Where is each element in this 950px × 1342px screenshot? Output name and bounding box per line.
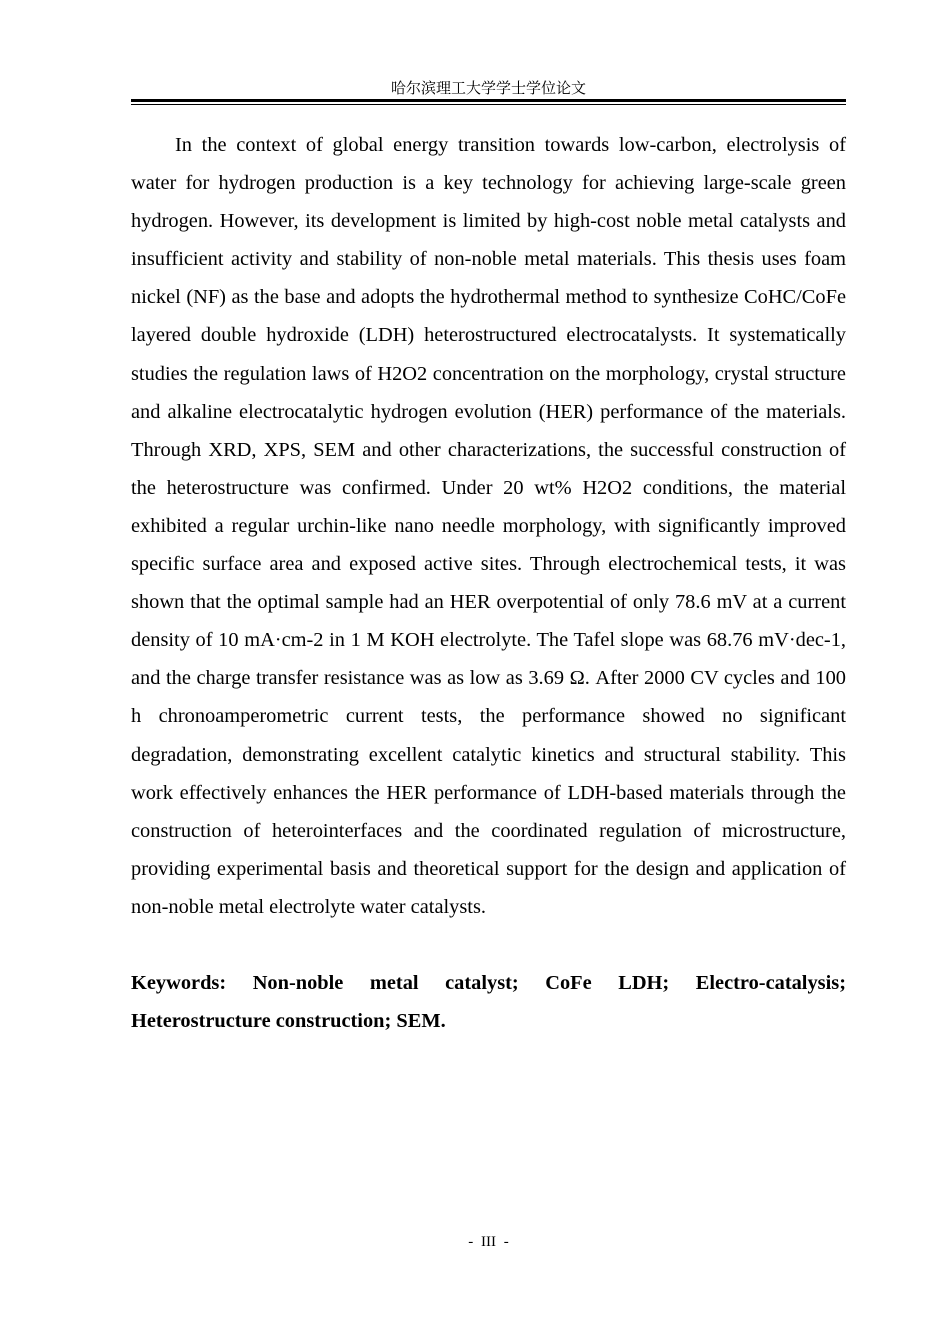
running-header: 哈尔滨理工大学学士学位论文	[390, 79, 586, 97]
page-number: - III -	[468, 1234, 509, 1250]
abstract-paragraph: In the context of global energy transition towards low-carbon, electrolysis of water for hydrogen production is a key technology for achieving large-scale green hydrogen. However, its development is limited by high-cost noble metal catalysts and insufficient activity and stability of non-noble metal materials. This thesis uses foam nickel (NF) as the base and adopts the hydrothermal method to synthesize CoHC/CoFe layered double hydroxide (LDH) heterostructured electrocatalysts. It systematically studies the regulation laws of H2O2 concentration on the morphology, crystal structure and alkaline electrocatalytic hydrogen evolution (HER) performance of the materials. Through XRD, XPS, SEM and other characterizations, the successful construction of the heterostructure was confirmed. Under 20 wt% H2O2 conditions, the material exhibited a regular urchin-like nano needle morphology, with significantly improved specific surface area and exposed active sites. Through electrochemical tests, it was shown that the optimal sample had an HER overpotential of only 78.6 mV at a current density of 10 mA·cm-2 in 1 M KOH electrolyte. The Tafel slope was 68.76 mV·dec-1, and the charge transfer resistance was as low as 3.69 Ω. After 2000 CV cycles and 100 h chronoamperometric current tests, the performance showed no significant degradation, demonstrating excellent catalytic kinetics and structural stability. This work effectively enhances the HER performance of LDH-based materials through the construction of heterointerfaces and the coordinated regulation of microstructure, providing experimental basis and theoretical support for the design and application of non-noble metal electrolyte water catalysts.	[131, 134, 846, 918]
keywords-line: Keywords: Non-noble metal catalyst; CoFe LDH; Electro-catalysis; Heterostructure construction; SEM.	[131, 972, 846, 1033]
header-rule-thin	[131, 104, 846, 105]
header-rule-thick	[131, 99, 846, 102]
